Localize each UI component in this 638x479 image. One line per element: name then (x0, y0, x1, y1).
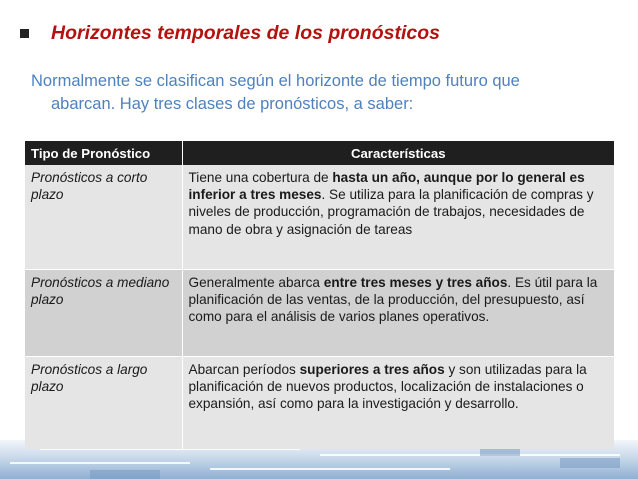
intro-line-2: abarcan. Hay tres clases de pronósticos, a saber: (51, 95, 414, 113)
slide-heading (20, 22, 440, 45)
characteristics-text: . Es útil para la planificación de las ventas, de la producción, del presupuesto, así como para el análisis de varios planes operativos. (188, 275, 598, 325)
characteristics-text: Tiene una cobertura de (188, 170, 333, 185)
forecast-table (25, 141, 614, 449)
table-row (25, 270, 614, 357)
characteristics-cell (182, 270, 614, 357)
characteristics-text: . Se utiliza para la planificación de compras y niveles de producción, programación de trabajos, necesidades de mano de obra y asignación de tareas (188, 187, 594, 237)
forecast-type-cell: Pronósticos a corto plazo (25, 165, 182, 270)
square-bullet-icon (20, 29, 29, 38)
characteristics-emphasis: superiores a tres años (299, 362, 445, 377)
characteristics-text: y son utilizadas para la planificación de nuevos productos, localización de instalaciones o expansión, así como para la investigación y desarrollo. (188, 362, 587, 412)
column-header-tipo: Tipo de Pronóstico (25, 141, 182, 165)
intro-line-1: Normalmente se clasifican según el horizonte de tiempo futuro que (31, 72, 520, 90)
characteristics-emphasis: entre tres meses y tres años (323, 275, 508, 290)
column-header-caracteristicas: Características (182, 141, 614, 165)
characteristics-cell (182, 165, 614, 270)
table-row (25, 357, 614, 450)
characteristics-emphasis: hasta un año, aunque por lo general es inferior a tres meses (188, 170, 585, 203)
forecast-type-cell: Pronósticos a largo plazo (25, 357, 182, 450)
heading-text: Horizontes temporales de los pronósticos (51, 22, 440, 44)
table-row (25, 165, 614, 270)
characteristics-cell (182, 357, 614, 450)
characteristics-text: Generalmente abarca (188, 275, 324, 290)
forecast-type-cell: Pronósticos a mediano plazo (25, 270, 182, 357)
intro-paragraph (31, 70, 621, 116)
table-header-row (25, 141, 614, 165)
characteristics-text: Abarcan períodos (188, 362, 300, 377)
